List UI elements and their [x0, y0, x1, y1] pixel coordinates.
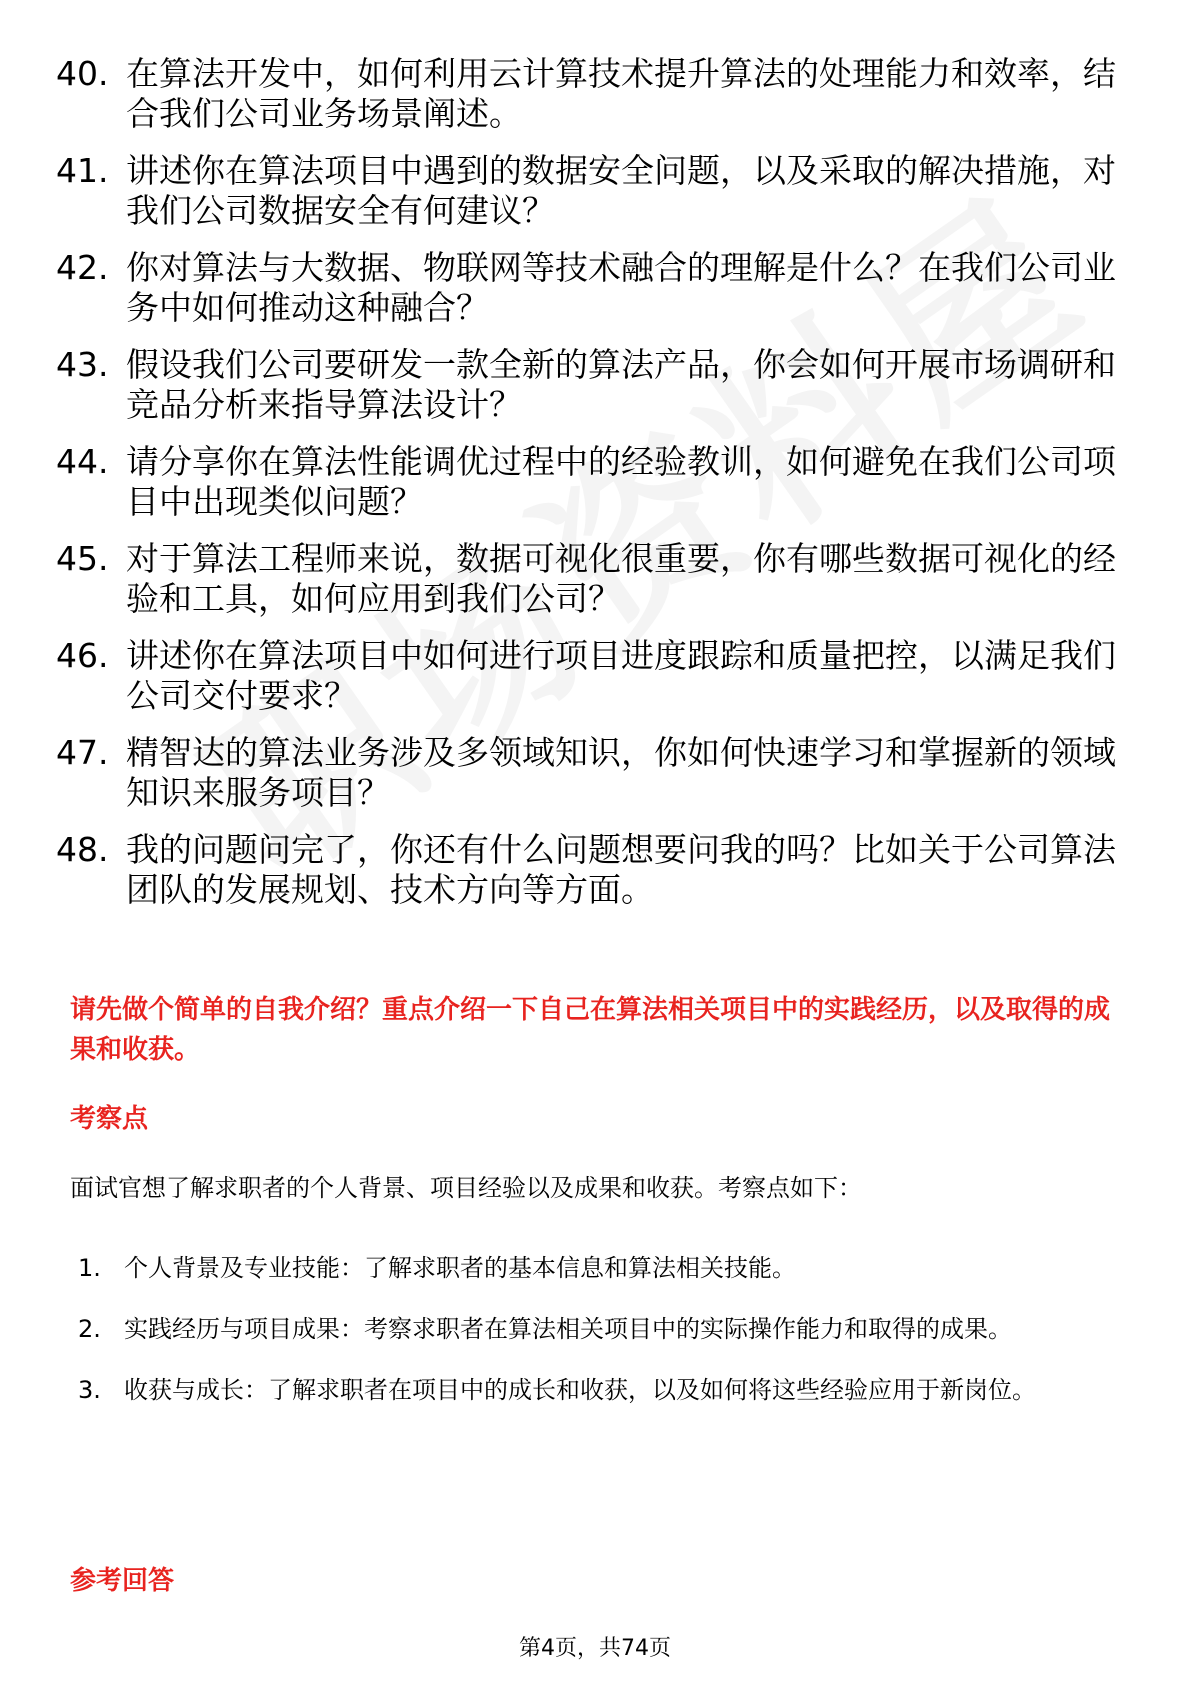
question-item: [56, 248, 1146, 328]
points-list: [78, 1240, 1138, 1423]
question-number: 48.: [56, 830, 109, 869]
question-text: 在算法开发中，如何利用云计算技术提升算法的处理能力和效率，结合我们公司业务场景阐述。: [126, 54, 1116, 133]
question-number: 40.: [56, 54, 109, 93]
question-text: 你对算法与大数据、物联网等技术融合的理解是什么？在我们公司业务中如何推动这种融合？: [126, 248, 1116, 327]
page-footer: 第4页，共74页: [519, 1636, 671, 1661]
question-number: 43.: [56, 345, 109, 384]
question-item: [56, 345, 1146, 425]
question-item: [56, 54, 1146, 134]
list-text: 实践经历与项目成果：考察求职者在算法相关项目中的实际操作能力和取得的成果。: [124, 1315, 1012, 1343]
highlighted-question: 请先做个简单的自我介绍？重点介绍一下自己在算法相关项目中的实践经历，以及取得的成果和收获。: [70, 995, 1111, 1065]
list-item: [78, 1240, 1138, 1296]
question-item: [56, 539, 1146, 619]
question-text: 假设我们公司要研发一款全新的算法产品，你会如何开展市场调研和竞品分析来指导算法设计？: [126, 345, 1116, 424]
intro-text: 面试官想了解求职者的个人背景、项目经验以及成果和收获。考察点如下：: [70, 1174, 862, 1202]
list-number: 2.: [78, 1315, 101, 1343]
question-item: [56, 830, 1146, 910]
question-list: [56, 54, 1146, 927]
list-number: 3.: [78, 1376, 101, 1404]
section-title-examination-points: 考察点: [70, 1104, 149, 1134]
question-number: 45.: [56, 539, 109, 578]
list-number: 1.: [78, 1254, 101, 1282]
question-text: 精智达的算法业务涉及多领域知识，你如何快速学习和掌握新的领域知识来服务项目？: [126, 733, 1116, 812]
question-item: [56, 733, 1146, 813]
question-number: 47.: [56, 733, 109, 772]
question-item: [56, 442, 1146, 522]
question-number: 41.: [56, 151, 109, 190]
question-text: 我的问题问完了，你还有什么问题想要问我的吗？比如关于公司算法团队的发展规划、技术方向等方面。: [126, 830, 1116, 909]
question-number: 46.: [56, 636, 109, 675]
question-item: [56, 151, 1146, 231]
question-text: 对于算法工程师来说，数据可视化很重要，你有哪些数据可视化的经验和工具，如何应用到我们公司？: [126, 539, 1116, 618]
question-number: 42.: [56, 248, 109, 287]
list-text: 收获与成长：了解求职者在项目中的成长和收获，以及如何将这些经验应用于新岗位。: [124, 1376, 1036, 1404]
question-number: 44.: [56, 442, 109, 481]
question-item: [56, 636, 1146, 716]
question-text: 请分享你在算法性能调优过程中的经验教训，如何避免在我们公司项目中出现类似问题？: [126, 442, 1116, 521]
list-item: [78, 1362, 1138, 1418]
list-item: [78, 1301, 1138, 1357]
question-text: 讲述你在算法项目中遇到的数据安全问题，以及采取的解决措施，对我们公司数据安全有何建议？: [126, 151, 1116, 230]
question-text: 讲述你在算法项目中如何进行项目进度跟踪和质量把控，以满足我们公司交付要求？: [126, 636, 1116, 715]
list-text: 个人背景及专业技能：了解求职者的基本信息和算法相关技能。: [124, 1254, 796, 1282]
section-title-reference-answer: 参考回答: [70, 1566, 175, 1596]
